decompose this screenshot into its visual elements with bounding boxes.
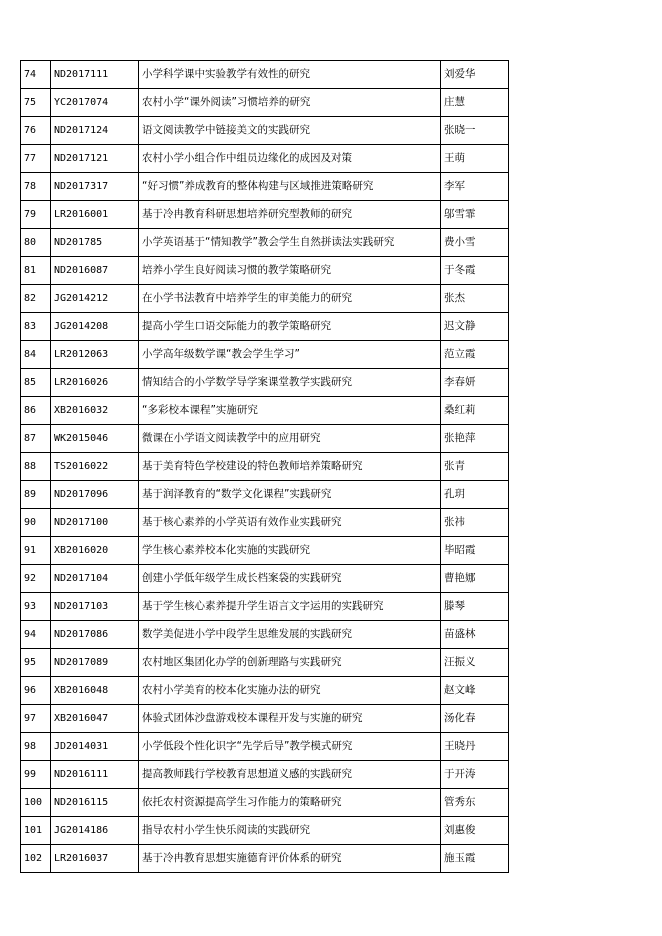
table-row [21,117,509,145]
project-title-cell: 指导农村小学生快乐阅读的实践研究 [139,817,441,845]
table-row [21,285,509,313]
table-row [21,817,509,845]
row-number-cell: 80 [21,229,51,257]
project-title-cell: 小学低段个性化识字“先学后导”教学模式研究 [139,733,441,761]
project-title-cell: 小学科学课中实验教学有效性的研究 [139,61,441,89]
table-row [21,229,509,257]
project-title-cell: 语文阅读教学中链接美文的实践研究 [139,117,441,145]
project-title-cell: 农村小学美育的校本化实施办法的研究 [139,677,441,705]
row-number-cell: 74 [21,61,51,89]
table-row [21,89,509,117]
table-row [21,481,509,509]
leader-name-cell: 迟文静 [441,313,509,341]
table-row [21,565,509,593]
project-title-cell: “多彩校本课程”实施研究 [139,397,441,425]
project-code-cell: LR2012063 [51,341,139,369]
table-row [21,61,509,89]
row-number-cell: 91 [21,537,51,565]
row-number-cell: 100 [21,789,51,817]
row-number-cell: 90 [21,509,51,537]
leader-name-cell: 于冬霞 [441,257,509,285]
table-row [21,397,509,425]
project-code-cell: ND2017124 [51,117,139,145]
table-row [21,369,509,397]
leader-name-cell: 于开涛 [441,761,509,789]
project-code-cell: XB2016032 [51,397,139,425]
project-code-cell: JD2014031 [51,733,139,761]
leader-name-cell: 张晓一 [441,117,509,145]
leader-name-cell: 毕昭霞 [441,537,509,565]
leader-name-cell: 李春妍 [441,369,509,397]
leader-name-cell: 邬雪霏 [441,201,509,229]
table-row [21,313,509,341]
table-row [21,537,509,565]
leader-name-cell: 庄慧 [441,89,509,117]
project-table [20,60,509,873]
project-code-cell: ND2017100 [51,509,139,537]
project-code-cell: ND2017089 [51,649,139,677]
table-row [21,509,509,537]
project-title-cell: 提高教师践行学校教育思想道义感的实践研究 [139,761,441,789]
project-code-cell: XB2016048 [51,677,139,705]
project-title-cell: 农村地区集团化办学的创新理路与实践研究 [139,649,441,677]
leader-name-cell: 汪振义 [441,649,509,677]
project-code-cell: LR2016037 [51,845,139,873]
leader-name-cell: 张祎 [441,509,509,537]
project-title-cell: 农村小学“课外阅读”习惯培养的研究 [139,89,441,117]
project-code-cell: ND2016087 [51,257,139,285]
table-row [21,845,509,873]
leader-name-cell: 李军 [441,173,509,201]
project-code-cell: ND2016111 [51,761,139,789]
table-row [21,733,509,761]
row-number-cell: 83 [21,313,51,341]
project-title-cell: 基于润泽教育的“数学文化课程”实践研究 [139,481,441,509]
row-number-cell: 79 [21,201,51,229]
project-code-cell: JG2014186 [51,817,139,845]
project-code-cell: LR2016026 [51,369,139,397]
table-row [21,761,509,789]
leader-name-cell: 刘惠俊 [441,817,509,845]
project-title-cell: “好习惯”养成教育的整体构建与区域推进策略研究 [139,173,441,201]
leader-name-cell: 王萌 [441,145,509,173]
project-code-cell: YC2017074 [51,89,139,117]
row-number-cell: 88 [21,453,51,481]
leader-name-cell: 桑红莉 [441,397,509,425]
project-code-cell: JG2014208 [51,313,139,341]
row-number-cell: 94 [21,621,51,649]
project-title-cell: 创建小学低年级学生成长档案袋的实践研究 [139,565,441,593]
project-title-cell: 提高小学生口语交际能力的教学策略研究 [139,313,441,341]
project-table-body [21,61,509,873]
row-number-cell: 78 [21,173,51,201]
project-code-cell: ND2017121 [51,145,139,173]
leader-name-cell: 王晓丹 [441,733,509,761]
leader-name-cell: 汤化春 [441,705,509,733]
row-number-cell: 102 [21,845,51,873]
leader-name-cell: 施玉霞 [441,845,509,873]
project-title-cell: 基于冷冉教育思想实施德育评价体系的研究 [139,845,441,873]
row-number-cell: 82 [21,285,51,313]
project-code-cell: WK2015046 [51,425,139,453]
project-title-cell: 小学高年级数学课“教会学生学习” [139,341,441,369]
leader-name-cell: 刘爱华 [441,61,509,89]
project-title-cell: 基于核心素养的小学英语有效作业实践研究 [139,509,441,537]
project-title-cell: 基于学生核心素养提升学生语言文字运用的实践研究 [139,593,441,621]
project-code-cell: TS2016022 [51,453,139,481]
table-row [21,705,509,733]
leader-name-cell: 苗盛林 [441,621,509,649]
row-number-cell: 76 [21,117,51,145]
leader-name-cell: 管秀东 [441,789,509,817]
project-title-cell: 基于冷冉教育科研思想培养研究型教师的研究 [139,201,441,229]
row-number-cell: 93 [21,593,51,621]
table-row [21,677,509,705]
row-number-cell: 87 [21,425,51,453]
table-row [21,201,509,229]
project-title-cell: 基于美育特色学校建设的特色教师培养策略研究 [139,453,441,481]
project-title-cell: 在小学书法教育中培养学生的审美能力的研究 [139,285,441,313]
project-code-cell: ND2016115 [51,789,139,817]
table-row [21,593,509,621]
leader-name-cell: 曹艳娜 [441,565,509,593]
project-code-cell: XB2016047 [51,705,139,733]
project-title-cell: 依托农村资源提高学生习作能力的策略研究 [139,789,441,817]
table-row [21,789,509,817]
project-code-cell: JG2014212 [51,285,139,313]
project-title-cell: 数学美促进小学中段学生思维发展的实践研究 [139,621,441,649]
project-code-cell: ND2017103 [51,593,139,621]
project-code-cell: ND2017086 [51,621,139,649]
project-title-cell: 微课在小学语文阅读教学中的应用研究 [139,425,441,453]
table-row [21,649,509,677]
leader-name-cell: 滕琴 [441,593,509,621]
project-code-cell: LR2016001 [51,201,139,229]
row-number-cell: 84 [21,341,51,369]
leader-name-cell: 范立霞 [441,341,509,369]
leader-name-cell: 张青 [441,453,509,481]
row-number-cell: 85 [21,369,51,397]
table-row [21,425,509,453]
row-number-cell: 99 [21,761,51,789]
row-number-cell: 92 [21,565,51,593]
row-number-cell: 101 [21,817,51,845]
project-title-cell: 学生核心素养校本化实施的实践研究 [139,537,441,565]
row-number-cell: 97 [21,705,51,733]
row-number-cell: 75 [21,89,51,117]
project-title-cell: 情知结合的小学数学导学案课堂教学实践研究 [139,369,441,397]
project-code-cell: ND2017104 [51,565,139,593]
table-row [21,145,509,173]
table-row [21,173,509,201]
leader-name-cell: 张艳萍 [441,425,509,453]
project-title-cell: 培养小学生良好阅读习惯的教学策略研究 [139,257,441,285]
leader-name-cell: 费小雪 [441,229,509,257]
row-number-cell: 96 [21,677,51,705]
table-row [21,621,509,649]
row-number-cell: 98 [21,733,51,761]
row-number-cell: 95 [21,649,51,677]
project-code-cell: XB2016020 [51,537,139,565]
table-row [21,257,509,285]
row-number-cell: 89 [21,481,51,509]
project-title-cell: 小学英语基于“情知教学”教会学生自然拼读法实践研究 [139,229,441,257]
row-number-cell: 77 [21,145,51,173]
project-title-cell: 农村小学小组合作中组员边缘化的成因及对策 [139,145,441,173]
leader-name-cell: 孔玥 [441,481,509,509]
project-code-cell: ND2017317 [51,173,139,201]
project-code-cell: ND2017096 [51,481,139,509]
project-code-cell: ND201785 [51,229,139,257]
table-row [21,453,509,481]
leader-name-cell: 赵文峰 [441,677,509,705]
row-number-cell: 86 [21,397,51,425]
table-row [21,341,509,369]
row-number-cell: 81 [21,257,51,285]
leader-name-cell: 张杰 [441,285,509,313]
project-code-cell: ND2017111 [51,61,139,89]
project-title-cell: 体验式团体沙盘游戏校本课程开发与实施的研究 [139,705,441,733]
